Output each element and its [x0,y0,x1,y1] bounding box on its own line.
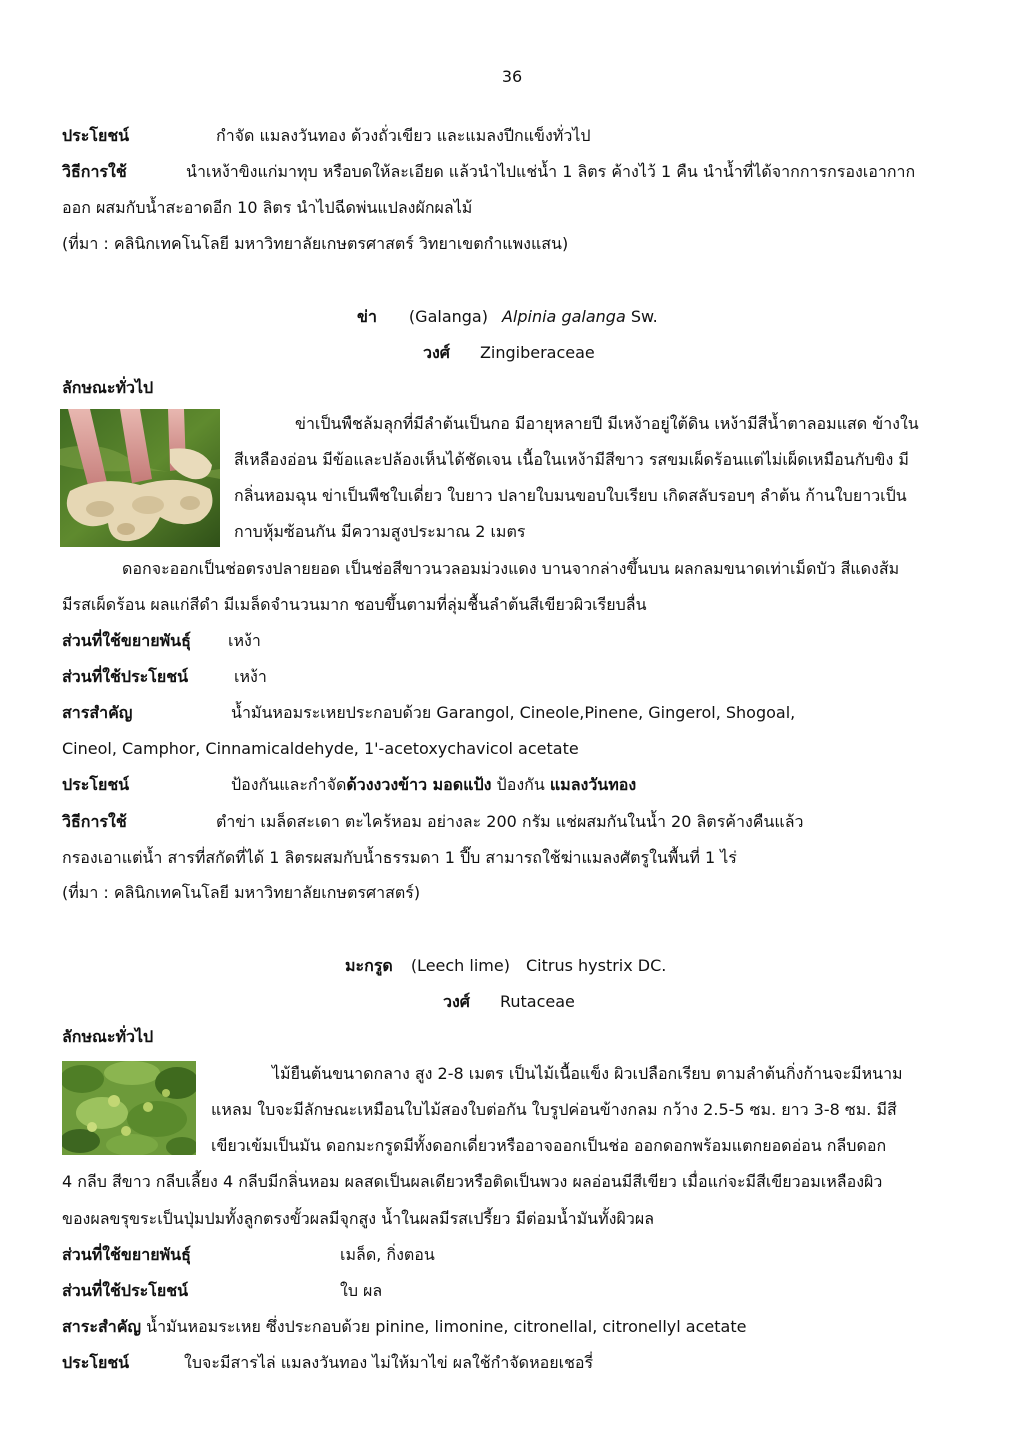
galanga-benefit [231,774,636,796]
prev-usage-line2: ออก ผสมกับน้ำสะอาดอีก 10 ลิตร นำไปฉีดพ่นแปลงผักผลไม้ [62,198,473,217]
galanga-benefit-pests1: ด้วงงวงข้าว มอดแป้ง [346,775,492,794]
prev-source: (ที่มา : คลินิกเทคโนโลยี มหาวิทยาลัยเกษตรศาสตร์ วิทยาเขตกำแพงแสน) [62,234,569,253]
leech-lime-title [345,955,666,977]
galanga-used-part: เหง้า [234,667,267,686]
leech-lime-propagation-label: ส่วนที่ใช้ขยายพันธุ์ [62,1245,191,1264]
leech-lime-general-heading: ลักษณะทั่วไป [62,1027,154,1046]
galanga-family-label: วงศ์ [423,343,450,362]
leech-lime-desc-line5: ของผลขรุขระเป็นปุ่มปมทั้งลูกตรงขั้วผลมีจุกสูง น้ำในผลมีรสเปรี้ยว มีต่อมน้ำมันทั้งผิวผล [62,1209,655,1228]
galanga-family: Zingiberaceae [479,343,595,362]
leech-lime-tree-image [62,1061,196,1155]
leech-lime-compounds: น้ำมันหอมระเหย ซึ่งประกอบด้วย pinine, limonine, citronellal, citronellyl acetate [146,1317,747,1336]
leech-lime-compounds-row [62,1316,746,1338]
leech-lime-scientific-name: Citrus hystrix DC. [525,956,667,975]
galanga-desc-line6: มีรสเผ็ดร้อน ผลแก่สีดำ มีเมล็ดจำนวนมาก ชอบขึ้นตามที่ลุ่มชื้นลำต้นสีเขียวผิวเรียบลื่น [62,595,647,614]
leech-lime-thai-name: มะกรูด [345,956,393,975]
galanga-benefit-pests2: แมลงวันทอง [549,775,637,794]
galanga-benefit-part1: ป้องกันและกำจัด [231,775,347,794]
galanga-desc-line5: ดอกจะออกเป็นช่อตรงปลายยอด เป็นช่อสีขาวนวลอมม่วงแดง บานจากล่างขึ้นบน ผลกลมขนาดเท่าเม็ดบัว สีแดงส้ม [122,559,900,578]
leech-lime-desc-line4: 4 กลีบ สีขาว กลีบเลี้ยง 4 กลีบมีกลิ่นหอม ผลสดเป็นผลเดียวหรือติดเป็นพวง ผลอ่อนมีสีเขียว เมื่อแก่จะมีสีเขียวอมเหลืองผิว [62,1172,883,1191]
galanga-used-part-label: ส่วนที่ใช้ประโยชน์ [62,667,189,686]
galanga-source: (ที่มา : คลินิกเทคโนโลยี มหาวิทยาลัยเกษตรศาสตร์) [62,883,421,902]
prev-usage-label: วิธีการใช้ [62,162,127,181]
galanga-propagation-label: ส่วนที่ใช้ขยายพันธุ์ [62,631,191,650]
leech-lime-common-name: (Leech lime) [410,956,510,975]
leech-lime-used-part: ใบ ผล [340,1281,383,1300]
leech-lime-desc-line3: เขียวเข้มเป็นมัน ดอกมะกรูดมีทั้งดอกเดี่ยวหรืออาจออกเป็นช่อ ออกดอกพร้อมแตกยอดอ่อน กลีบดอก [211,1136,887,1155]
galanga-benefit-label: ประโยชน์ [62,775,130,794]
leech-lime-desc-line1: ไม้ยืนต้นขนาดกลาง สูง 2-8 เมตร เป็นไม้เนื้อแข็ง ผิวเปลือกเรียบ ตามลำต้นกิ่งก้านจะมีหนาม [272,1064,903,1083]
galanga-rhizome-image [60,409,220,547]
leech-lime-family: Rutaceae [499,992,575,1011]
leech-lime-benefit: ใบจะมีสารไล่ แมลงวันทอง ไม่ให้มาไข่ ผลใช้กำจัดหอยเชอรี่ [184,1353,594,1372]
galanga-compounds-line2: Cineol, Camphor, Cinnamicaldehyde, 1'-acetoxychavicol acetate [62,739,579,758]
leech-lime-benefit-label: ประโยชน์ [62,1353,130,1372]
galanga-general-heading: ลักษณะทั่วไป [62,378,154,397]
leech-lime-compounds-label: สาระสำคัญ [62,1317,142,1336]
galanga-compounds-label: สารสำคัญ [62,703,133,722]
prev-usage-line1: นำเหง้าขิงแก่มาทุบ หรือบดให้ละเอียด แล้วนำไปแช่น้ำ 1 ลิตร ค้างไว้ 1 คืน นำน้ำที่ได้จากการกรองเอากาก [186,162,916,181]
galanga-scientific-name: Alpinia galanga [501,307,626,326]
galanga-sci-author: Sw. [630,307,658,326]
prev-benefit-label: ประโยชน์ [62,126,130,145]
galanga-desc-line4: กาบหุ้มซ้อนกัน มีความสูงประมาณ 2 เมตร [234,522,526,541]
galanga-desc-line2: สีเหลืองอ่อน มีข้อและปล้องเห็นได้ชัดเจน เนื้อในเหง้ามีสีขาว รสขมเผ็ดร้อนแต่ไม่เผ็ดเหมือนกับขิง มี [234,450,909,469]
leech-lime-desc-line2: แหลม ใบจะมีลักษณะเหมือนใบไม้สองใบต่อกัน ใบรูปค่อนข้างกลม กว้าง 2.5-5 ซม. ยาว 3-8 ซม. มีสี [211,1100,897,1119]
galanga-propagation: เหง้า [228,631,261,650]
galanga-title [357,306,658,328]
leech-lime-propagation: เมล็ด, กิ่งตอน [340,1245,435,1264]
galanga-benefit-part2: ป้องกัน [491,775,550,794]
prev-benefit-text: กำจัด แมลงวันทอง ด้วงถั่วเขียว และแมลงปีกแข็งทั่วไป [216,126,591,145]
page-number: 36 [501,67,523,86]
galanga-desc-line3: กลิ่นหอมฉุน ข่าเป็นพืชใบเดี่ยว ใบยาว ปลายใบมนขอบใบเรียบ เกิดสลับรอบๆ ลำต้น ก้านใบยาวเป็น [234,486,907,505]
leech-lime-used-part-label: ส่วนที่ใช้ประโยชน์ [62,1281,189,1300]
galanga-compounds-line1: น้ำมันหอมระเหยประกอบด้วย Garangol, Cineole,Pinene, Gingerol, Shogoal, [231,703,796,722]
galanga-usage-label: วิธีการใช้ [62,812,127,831]
galanga-common-name: (Galanga) [408,307,488,326]
galanga-desc-line1: ข่าเป็นพืชล้มลุกที่มีลำต้นเป็นกอ มีอายุหลายปี มีเหง้าอยู่ใต้ดิน เหง้ามีสีน้ำตาลอมแสด ข้างใน [295,414,919,433]
galanga-usage-line1: ตำข่า เมล็ดสะเดา ตะไคร้หอม อย่างละ 200 กรัม แช่ผสมกันในน้ำ 20 ลิตรค้างคืนแล้ว [216,812,804,831]
leech-lime-photo [62,1061,196,1155]
leech-lime-family-label: วงศ์ [443,992,470,1011]
galanga-rhizome-photo [60,409,220,547]
galanga-usage-line2: กรองเอาแต่น้ำ สารที่สกัดที่ได้ 1 ลิตรผสมกับน้ำธรรมดา 1 ปี๊บ สามารถใช้ฆ่าแมลงศัตรูในพื้นที่ 1 ไร่ [62,848,737,867]
galanga-family-row [423,342,595,364]
prev-benefit-row [62,125,129,147]
leech-lime-family-row [443,991,575,1013]
galanga-thai-name: ข่า [357,307,377,326]
